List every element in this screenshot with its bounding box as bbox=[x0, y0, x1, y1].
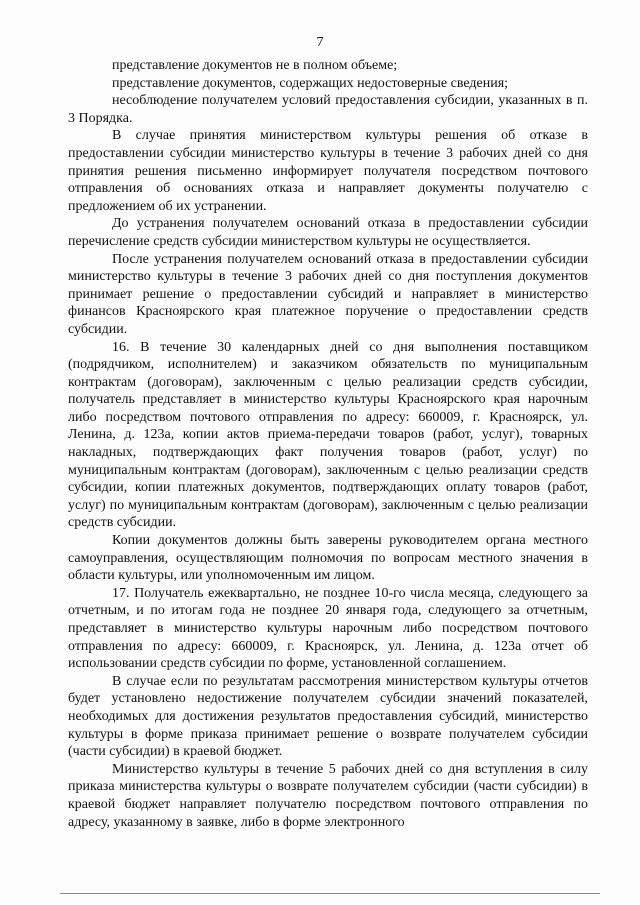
document-body bbox=[68, 57, 588, 831]
page-bottom-edge bbox=[60, 893, 600, 894]
paragraph-1: представление документов не в полном объеме; bbox=[112, 58, 398, 73]
page-number: 7 bbox=[316, 35, 324, 50]
paragraph-8: Копии документов должны быть заверены руководителем органа местного самоуправления, осуществляющим полномочия по вопросам местного значения в области культуры, или уполномоченным им лицом. bbox=[68, 533, 588, 584]
paragraph-2: представление документов, содержащих недостоверные сведения; bbox=[112, 75, 509, 91]
paragraph-4: В случае принятия министерством культуры решения об отказе в предоставлении субсидии министерство культуры в течение 3 рабочих дней со дня принятия решения письменно информирует получателя посредством почтового отправления об основаниях отказа и направляет документы получателю с предложением об их устранении. bbox=[68, 128, 588, 214]
paragraph-3: несоблюдение получателем условий предоставления субсидии, указанных в п. 3 Порядка. bbox=[68, 93, 588, 126]
paragraph-5: До устранения получателем оснований отказа в предоставлении субсидии перечисление средств субсидии министерством культуры не осуществляется. bbox=[68, 216, 588, 249]
paragraph-11: Министерство культуры в течение 5 рабочих дней со дня вступления в силу приказа министерства культуры о возврате получателем субсидии (части субсидии) в краевой бюджет направляет получателю посредством почтового отправления по адресу, указанному в заявке, либо в форме электронного bbox=[68, 761, 588, 830]
paragraph-6: После устранения получателем оснований отказа в предоставлении субсидии министерство культуры в течение 3 рабочих дней со дня поступления документов принимает решение о предоставлении субсидий и направляет в министерство финансов Красноярского края платежное поручение о предоставлении средств субсидии. bbox=[68, 251, 588, 337]
paragraph-7: 16. В течение 30 календарных дней со дня выполнения поставщиком (подрядчиком, исполнителем) и заказчиком обязательств по муниципальным контрактам (договорам), заключенным с целью реализации средств субсидии, получатель представляет в министерство культуры Красноярского края нарочным либо посредством почтового отправления по адресу: 660009, г. Красноярск, ул. Ленина, д. 123а, копии актов приема-передачи товаров (работ, услуг), товарных накладных, подтверждающих факт получения товаров (работ, услуг) по муниципальным контрактам (договорам), заключенным с целью реализации средств субсидии, копии платежных документов, подтверждающих оплату товаров (работ, услуг) по муниципальным контрактам (договорам), заключенным с целью реализации средств субсидии. bbox=[68, 339, 588, 531]
paragraph-10: В случае если по результатам рассмотрения министерством культуры отчетов будет установлено недостижение получателем субсидии значений показателей, необходимых для достижения результатов предоставления субсидий, министерство культуры в форме приказа принимает решение о возврате получателем субсидии (части субсидии) в краевой бюджет. bbox=[68, 673, 588, 760]
paragraph-9: 17. Получатель ежеквартально, не позднее 10-го числа месяца, следующего за отчетным, и по итогам года не позднее 20 января года, следующего за отчетным, представляет в министерство культуры нарочным либо посредством почтового отправления по адресу: 660009, г. Красноярск, ул. Ленина, д. 123а отчет об использовании средств субсидии по форме, установленной соглашением. bbox=[68, 585, 588, 672]
